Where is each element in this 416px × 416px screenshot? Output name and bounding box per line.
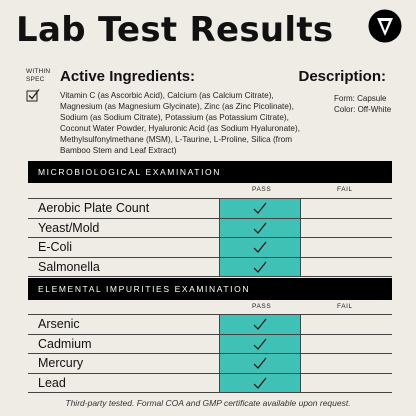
description-heading: Description: (298, 68, 386, 85)
pass-cell (219, 374, 301, 393)
pass-cell (219, 315, 301, 334)
test-name: Cadmium (38, 336, 92, 351)
pass-cell (219, 199, 301, 218)
table-row (28, 374, 392, 394)
table-row (28, 354, 392, 374)
check-icon (253, 261, 267, 274)
test-name: Salmonella (38, 259, 100, 274)
check-icon (253, 222, 267, 235)
table-row (28, 258, 392, 278)
table-row (28, 219, 392, 239)
description-color: Color: Off-White (334, 105, 392, 114)
table-row (28, 315, 392, 335)
pass-column-header: PASS (252, 303, 272, 310)
description-form: Form: Capsule (334, 94, 387, 103)
pass-cell (219, 238, 301, 257)
check-icon (253, 202, 267, 215)
pass-cell (219, 335, 301, 354)
elemental-impurities-section-bar: ELEMENTAL IMPURITIES EXAMINATION (28, 278, 392, 300)
v-shield-logo-icon (368, 9, 402, 43)
check-icon (253, 241, 267, 254)
test-name: Lead (38, 375, 66, 390)
pass-cell (219, 354, 301, 373)
check-icon (253, 318, 267, 331)
table-row (28, 199, 392, 219)
description-details (334, 93, 414, 115)
footer-note: Third-party tested. Formal COA and GMP certificate available upon request. (65, 398, 351, 408)
test-name: Mercury (38, 356, 84, 370)
microbiological-table (28, 198, 392, 277)
active-ingredients-list: Vitamin C (as Ascorbic Acid), Calcium (as Calcium Citrate), Magnesium (as Magnesium Glycinate), Zinc (as Zinc Picolinate), Sodium (as Sodium Citrate), Potassium (as Potassium Citrate), Coconut Water Powder, Hyaluronic Acid (as Sodium Hyaluronate), Methylsulfonylmethane (MSM), L-Taurine, L-Proline, Silica (from Bamboo Stem and Leaf Extract) (60, 91, 300, 155)
pass-column-header: PASS (252, 186, 272, 193)
checkbox-check-icon (26, 88, 40, 102)
fail-column-header: FAIL (337, 186, 353, 193)
microbiological-section-bar: MICROBIOLOGICAL EXAMINATION (28, 161, 392, 183)
test-name: Aerobic Plate Count (38, 201, 150, 215)
within-spec-label: WITHIN SPEC (26, 68, 51, 83)
page-title: Lab Test Results (16, 10, 334, 50)
table-row (28, 335, 392, 355)
elemental-impurities-table (28, 314, 392, 393)
fail-column-header: FAIL (337, 303, 353, 310)
table-row (28, 238, 392, 258)
pass-cell (219, 219, 301, 238)
test-name: E-Coli (38, 240, 73, 254)
within-spec-badge (26, 68, 50, 107)
pass-cell (219, 258, 301, 277)
check-icon (253, 357, 267, 370)
test-name: Yeast/Mold (38, 220, 100, 235)
check-icon (253, 338, 267, 351)
active-ingredients-heading: Active Ingredients: (60, 68, 196, 85)
test-name: Arsenic (38, 317, 80, 331)
check-icon (253, 377, 267, 390)
